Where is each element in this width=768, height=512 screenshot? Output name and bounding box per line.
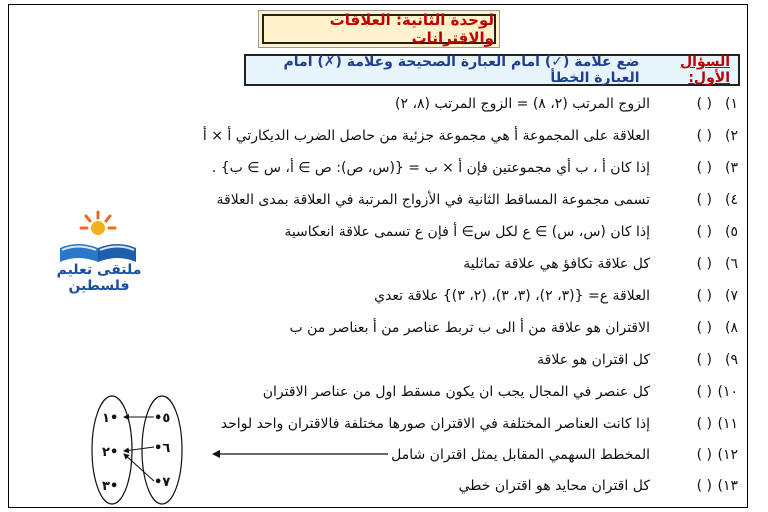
statement-item — [459, 478, 738, 494]
item-text: العلاقة ع= {(٣، ٢)، (٣، ٣)، (٢، ٣)} علاقة تعدي — [374, 288, 650, 304]
question-heading — [244, 54, 740, 86]
answer-blank[interactable]: ( ) — [696, 478, 712, 494]
item-number: ٧) — [725, 288, 738, 304]
item-text: الزوج المرتب (٢، ٨) = الزوج المرتب (٨، ٢) — [395, 96, 650, 112]
item-number: ٤) — [725, 192, 738, 208]
statement-item — [263, 384, 738, 400]
statement-item — [395, 96, 738, 112]
item-number: ١٣) — [717, 478, 738, 494]
logo-text: ملتقى تعليم فلسطين — [56, 262, 142, 294]
item-number: ١٢) — [717, 447, 738, 463]
item-text: كل عنصر في المجال يجب ان يكون مسقط اول من عناصر الاقتران — [262, 384, 650, 400]
left-element: ٣• — [102, 479, 119, 494]
item-text: إذا كان أ ، ب أي مجموعتين فإن أ × ب = {(س، ص): ص ∋ أ، س ∋ ب} . — [211, 160, 650, 176]
statement-item — [537, 352, 738, 368]
statement-item — [217, 192, 739, 208]
left-element: ١• — [102, 411, 119, 426]
answer-blank[interactable]: ( ) — [696, 288, 712, 304]
answer-blank[interactable]: ( ) — [696, 384, 712, 400]
item-text: تسمى مجموعة المساقط الثانية في الأزواج المرتبة في العلاقة بمدى العلاقة — [216, 192, 650, 208]
answer-blank[interactable]: ( ) — [696, 352, 712, 368]
item-number: ٨) — [725, 320, 738, 336]
answer-blank[interactable]: ( ) — [696, 416, 712, 432]
item-number: ١) — [725, 96, 738, 112]
item-text: المخطط السهمي المقابل يمثل اقتران شامل — [391, 447, 650, 463]
item-number: ٩) — [725, 352, 738, 368]
right-element: •٦ — [154, 441, 171, 456]
answer-blank[interactable]: ( ) — [696, 192, 712, 208]
pointer-arrow — [212, 448, 388, 460]
statement-item — [289, 320, 738, 336]
answer-blank[interactable]: ( ) — [696, 160, 712, 176]
item-number: ١١) — [717, 416, 738, 432]
item-text: إذا كانت العناصر المختلفة في الاقتران صورها مختلفة فالاقتران واحد لواحد — [220, 416, 650, 432]
item-text: العلاقة على المجموعة أ هي مجموعة جزئية من حاصل الضرب الديكارتي أ × أ — [202, 128, 650, 144]
question-instructions: ضع علامة (✓) امام العبارة الصحيحة وعلامة (✗) امام العبارة الخطأ — [283, 54, 640, 86]
statement-item — [203, 128, 738, 144]
answer-blank[interactable]: ( ) — [696, 224, 712, 240]
unit-title-text: لوحدة الثانية: العلاقات والاقترانات — [329, 11, 494, 47]
mapping-arrow — [124, 447, 154, 451]
unit-title — [262, 11, 496, 47]
item-number: ٣) — [725, 160, 738, 176]
item-number: ٢) — [725, 128, 738, 144]
arrow-diagram — [90, 392, 210, 508]
statement-item — [463, 256, 738, 272]
item-text: كل اقتران محايد هو اقتران خطي — [458, 478, 650, 494]
answer-blank[interactable]: ( ) — [696, 96, 712, 112]
answer-blank[interactable]: ( ) — [696, 128, 712, 144]
right-element: •٥ — [154, 411, 171, 426]
item-number: ٥) — [725, 224, 738, 240]
item-number: ١٠) — [717, 384, 738, 400]
left-element: ٢• — [102, 445, 119, 460]
statement-item — [221, 416, 738, 432]
item-text: كل اقتران هو علاقة — [537, 352, 650, 368]
item-text: كل علاقة تكافؤ هي علاقة تماثلية — [463, 256, 650, 272]
item-text: إذا كان (س، س) ∋ ع لكل س∋ أ فإن ع تسمى علاقة انعكاسية — [284, 224, 650, 240]
answer-blank[interactable]: ( ) — [696, 447, 712, 463]
statement-item — [391, 447, 738, 463]
statement-item — [374, 288, 738, 304]
answer-blank[interactable]: ( ) — [696, 320, 712, 336]
item-text: الاقتران هو علاقة من أ الى ب تربط عناصر من أ بعناصر من ب — [289, 320, 650, 336]
statement-item — [284, 224, 738, 240]
question-label: السؤال الأول: — [679, 54, 730, 86]
right-element: •٧ — [154, 475, 171, 490]
answer-blank[interactable]: ( ) — [696, 256, 712, 272]
item-number: ٦) — [725, 256, 738, 272]
mapping-arrow — [124, 454, 154, 481]
statement-item — [212, 160, 738, 176]
